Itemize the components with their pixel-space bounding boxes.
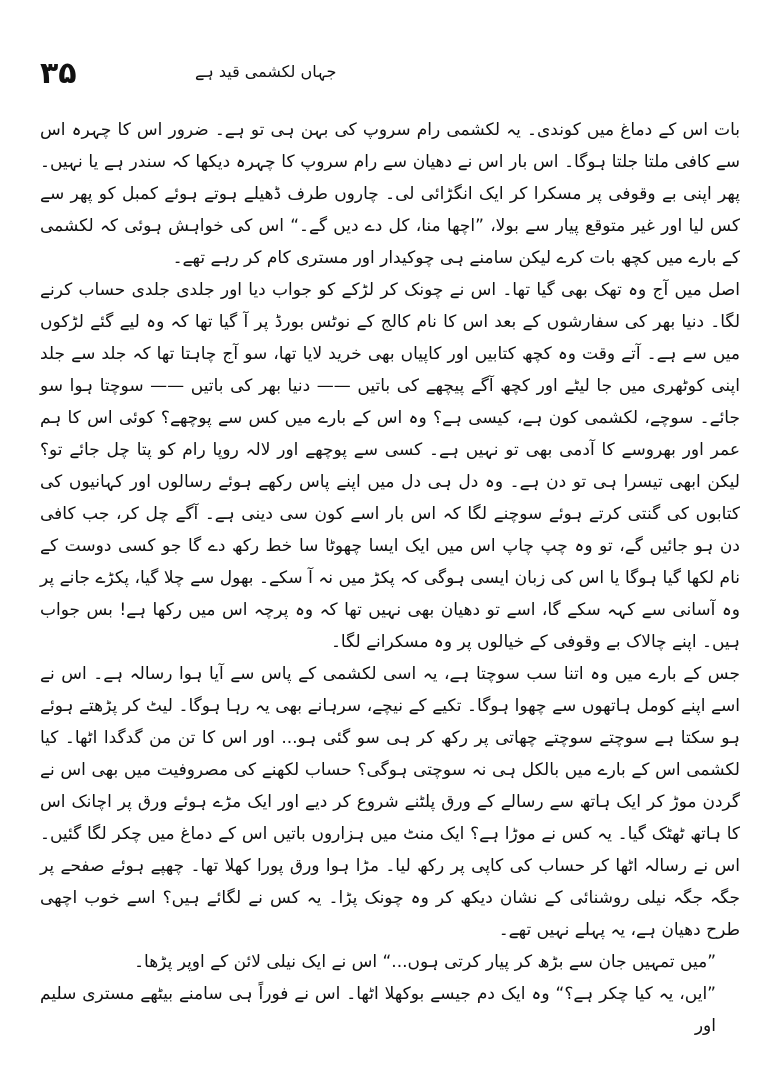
body-text (40, 114, 740, 1042)
paragraph-4-quote: ”میں تمہیں جان سے بڑھ کر پیار کرتی ہوں...“ اس نے ایک نیلی لائن کے اوپر پڑھا۔ (134, 952, 716, 972)
paragraph-1: بات اس کے دماغ میں کوندی۔ یہ لکشمی رام سروپ کی بہن ہی تو ہے۔ ضرور اس کا چہرہ اس سے کافی ملتا جلتا ہوگا۔ اس بار اس نے دھیان سے رام سروپ کا چہرہ دیکھا کہ سندر ہے یا نہیں۔ پھر اپنی بے وقوفی پر مسکرا کر ایک انگڑائی لی۔ چاروں طرف ڈھیلے ہوتے ہوئے کمبل کو پھر سے کس لیا اور غیر متوقع پیار سے بولا، ”اچھا منا، کل دے دیں گے۔“ اس کی خواہش ہوئی کہ لکشمی کے بارے میں کچھ بات کرے لیکن سامنے ہی چوکیدار اور مستری کام کر رہے تھے۔ (40, 120, 740, 268)
running-title: جہاں لکشمی قید ہے (195, 62, 337, 81)
paragraph-2: اصل میں آج وہ تھک بھی گیا تھا۔ اس نے چونک کر لڑکے کو جواب دیا اور جلدی جلدی حساب کرنے لگا۔ دنیا بھر کی سفارشوں کے بعد اس کا نام کالج کے نوٹس بورڈ پر آ گیا تھا کہ وہ لیے گئے لڑکوں میں سے ہے۔ آتے وقت وہ کچھ کتابیں اور کاپیاں بھی خرید لایا تھا، سو آج چاہتا تھا کہ جلد سے جلد اپنی کوٹھری میں جا لیٹے اور کچھ آگے پیچھے کی باتیں —— دنیا بھر کی باتیں —— سوچتا ہوا سو جائے۔ سوچے، لکشمی کون ہے، کیسی ہے؟ وہ اس کے بارے میں کس سے پوچھے؟ کوئی اس کا ہم عمر اور بھروسے کا آدمی بھی تو نہیں ہے۔ کسی سے پوچھے اور لالہ روپا رام کو پتا چل جائے تو؟ لیکن ابھی تیسرا ہی تو دن ہے۔ وہ دل ہی دل میں اپنے پاس رکھے ہوئے رسالوں اور کہانیوں کی کتابوں کی گنتی کرتے ہوئے سوچنے لگا کہ اس بار اسے کون سی دینی ہے۔ آگے چل کر، جب کافی دن ہو جائیں گے، تو وہ چپ چاپ اس میں ایک ایسا چھوٹا سا خط رکھ دے گا جو کسی دوست کے نام لکھا گیا ہوگا یا اس کی زبان ایسی ہوگی کہ پکڑ میں نہ آ سکے۔ بھول سے چلا گیا، پکڑے جانے پر وہ آسانی سے کہہ سکے گا، اسے تو دھیان بھی نہیں تھا کہ وہ پرچہ اس میں رکھا ہے! بس جواب ہیں۔ اپنے چالاک بے وقوفی کے خیالوں پر وہ مسکرانے لگا۔ (40, 280, 740, 652)
page-number: ۵۳ (40, 56, 77, 91)
page-header (40, 52, 730, 92)
paragraph-5-quote: ”ایں، یہ کیا چکر ہے؟“ وہ ایک دم جیسے بوکھلا اٹھا۔ اس نے فوراً ہی سامنے بیٹھے مستری سلیم اور (40, 984, 716, 1036)
paragraph-3: جس کے بارے میں وہ اتنا سب سوچتا ہے، یہ اسی لکشمی کے پاس سے آیا ہوا رسالہ ہے۔ اس نے اسے اپنے کومل ہاتھوں سے چھوا ہوگا۔ تکیے کے نیچے، سرہانے بھی یہ رہا ہوگا۔ لیٹ کر پڑھتے ہوئے ہو سکتا ہے سوچتے سوچتے چھاتی پر رکھ کر ہی سو گئی ہو... اور اس کا تن من گدگدا اٹھا۔ کیا لکشمی اس کے بارے میں بالکل ہی نہ سوچتی ہوگی؟ حساب لکھنے کی مصروفیت میں بھی اس نے گردن موڑ کر ایک ہاتھ سے رسالے کے ورق پلٹنے شروع کر دیے اور ایک مڑے ہوئے ورق پر اچانک اس کا ہاتھ ٹھٹک گیا۔ یہ کس نے موڑا ہے؟ ایک منٹ میں ہزاروں باتیں اس کے دماغ میں چکر لگا گئیں۔ اس نے رسالہ اٹھا کر حساب کی کاپی پر رکھ لیا۔ مڑا ہوا ورق پورا کھلا تھا۔ چھپے ہوئے صفحے پر جگہ جگہ نیلی روشنائی کے نشان دیکھ کر وہ چونک پڑا۔ یہ کس نے لگائے ہیں؟ اسے خوب اچھی طرح دھیان ہے، یہ پہلے نہیں تھے۔ (40, 664, 740, 940)
